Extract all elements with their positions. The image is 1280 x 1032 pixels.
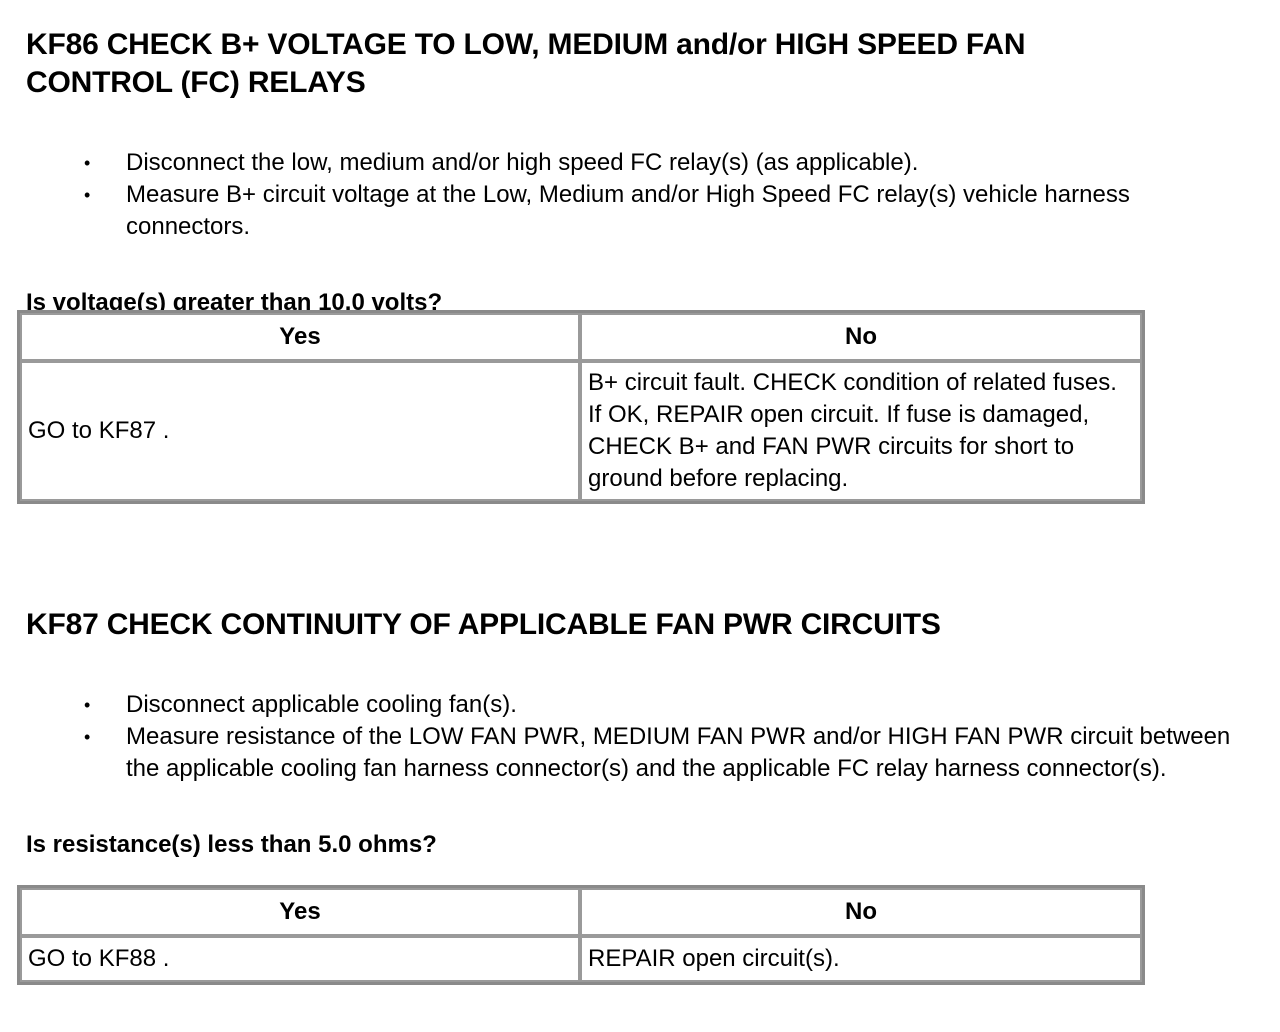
- step-title-line-1: KF86 CHECK B+ VOLTAGE TO LOW, MEDIUM and/or HIGH SPEED FAN: [26, 28, 1026, 61]
- list-item-text: Measure B+ circuit voltage at the Low, Medium and/or High Speed FC relay(s) vehicle harness connectors.: [126, 181, 1130, 240]
- decision-table: [17, 885, 1145, 985]
- step-kf87: [26, 606, 1256, 972]
- decision-question: Is voltage(s) greater than 10.0 volts?: [26, 289, 443, 316]
- decision-table: [17, 310, 1145, 504]
- yes-cell: GO to KF88 .: [20, 936, 580, 982]
- bullet-icon: •: [84, 153, 91, 173]
- table-header-row: [20, 888, 1142, 936]
- bullet-icon: •: [84, 695, 91, 715]
- table-row: [20, 361, 1142, 501]
- no-cell: B+ circuit fault. CHECK condition of related fuses. If OK, REPAIR open circuit. If fuse is damaged, CHECK B+ and FAN PWR circuits for short to ground before replacing.: [580, 361, 1142, 501]
- yes-header: Yes: [20, 888, 580, 936]
- yes-cell: GO to KF87 .: [20, 361, 580, 501]
- no-cell: REPAIR open circuit(s).: [580, 936, 1142, 982]
- bullet-icon: •: [84, 185, 91, 205]
- no-header: No: [580, 888, 1142, 936]
- list-item: [26, 721, 1256, 785]
- no-header: No: [580, 313, 1142, 361]
- instruction-list: [26, 147, 1256, 243]
- bullet-icon: •: [84, 727, 91, 747]
- list-item: [26, 689, 1256, 721]
- yes-header: Yes: [20, 313, 580, 361]
- step-title-line-2: CONTROL (FC) RELAYS: [26, 66, 366, 99]
- list-item-text: Disconnect the low, medium and/or high speed FC relay(s) (as applicable).: [126, 149, 919, 176]
- step-kf86: [26, 26, 1256, 492]
- step-title-line-1: KF87 CHECK CONTINUITY OF APPLICABLE FAN PWR CIRCUITS: [26, 608, 941, 641]
- decision-question: Is resistance(s) less than 5.0 ohms?: [26, 831, 437, 858]
- list-item: [26, 179, 1256, 243]
- list-item-text: Measure resistance of the LOW FAN PWR, MEDIUM FAN PWR and/or HIGH FAN PWR circuit between the applicable cooling fan harness connector(s) and the applicable FC relay harness connector(s).: [126, 723, 1231, 782]
- table-header-row: [20, 313, 1142, 361]
- list-item-text: Disconnect applicable cooling fan(s).: [126, 691, 517, 718]
- step-title: [26, 606, 1256, 644]
- table-row: [20, 936, 1142, 982]
- list-item: [26, 147, 1256, 179]
- instruction-list: [26, 689, 1256, 785]
- step-title: [26, 26, 1256, 102]
